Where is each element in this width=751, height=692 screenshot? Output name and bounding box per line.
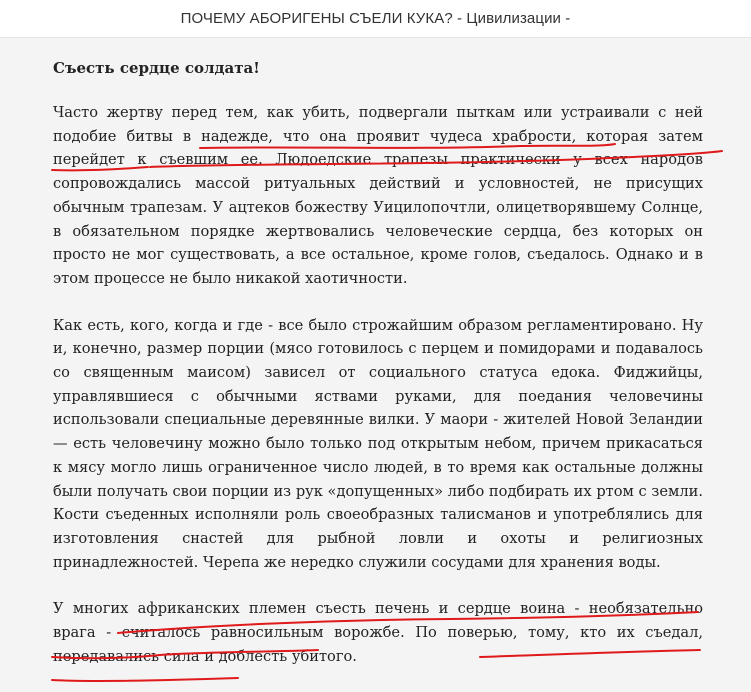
window-title: ПОЧЕМУ АБОРИГЕНЫ СЪЕЛИ КУКА? - Цивилизации - bbox=[180, 10, 571, 27]
article-paragraph-1: Часто жертву перед тем, как убить, подвергали пыткам или устраивали с ней подобие битвы в надежде, что она проявит чудеса храбрости, которая затем перейдет к съевшим ее. Людоедские трапезы практически у всех народов сопровождались массой ритуальных действий и условностей, не присущих обычным трапезам. У ацтеков божеству Уицилопочтли, олицетворявшему Солнце, в обязательном порядке жертвовались человеческие сердца, без которых он просто не мог существовать, а все остальное, кроме голов, съедалось. Однако и в этом процессе не было никакой хаотичности. bbox=[53, 104, 703, 287]
article-heading: Съесть сердце солдата! bbox=[53, 59, 260, 77]
article-paragraph-3: У многих африканских племен съесть печень и сердце воина - необязательно врага - считалось равносильным ворожбе. По поверью, тому, кто их съедал, передавались сила и доблесть убитого. bbox=[53, 600, 703, 665]
article-paragraph-2: Как есть, кого, когда и где - все было строжайшим образом регламентировано. Ну и, конечно, размер порции (мясо готовилось с перцем и помидорами и подавалось со священным маисом) зависел от социального статуса едока. Фиджийцы, управлявшиеся с обычными яствами руками, для поедания человечины использовали специальные деревянные вилки. У маори - жителей Новой Зеландии — есть человечину можно было только под открытым небом, причем прикасаться к мясу могло лишь ограниченное число людей, в то время как остальные должны были получать свои порции из рук «допущенных» либо подбирать их ртом с земли. Кости съеденных исполняли роль своеобразных талисманов и употреблялись для изготовления снастей для рыбной ловли и охоты и религиозных принадлежностей. Черепа же нередко служили сосудами для хранения воды. bbox=[53, 316, 703, 571]
article-body bbox=[53, 56, 703, 691]
window-title-bar bbox=[0, 0, 751, 38]
